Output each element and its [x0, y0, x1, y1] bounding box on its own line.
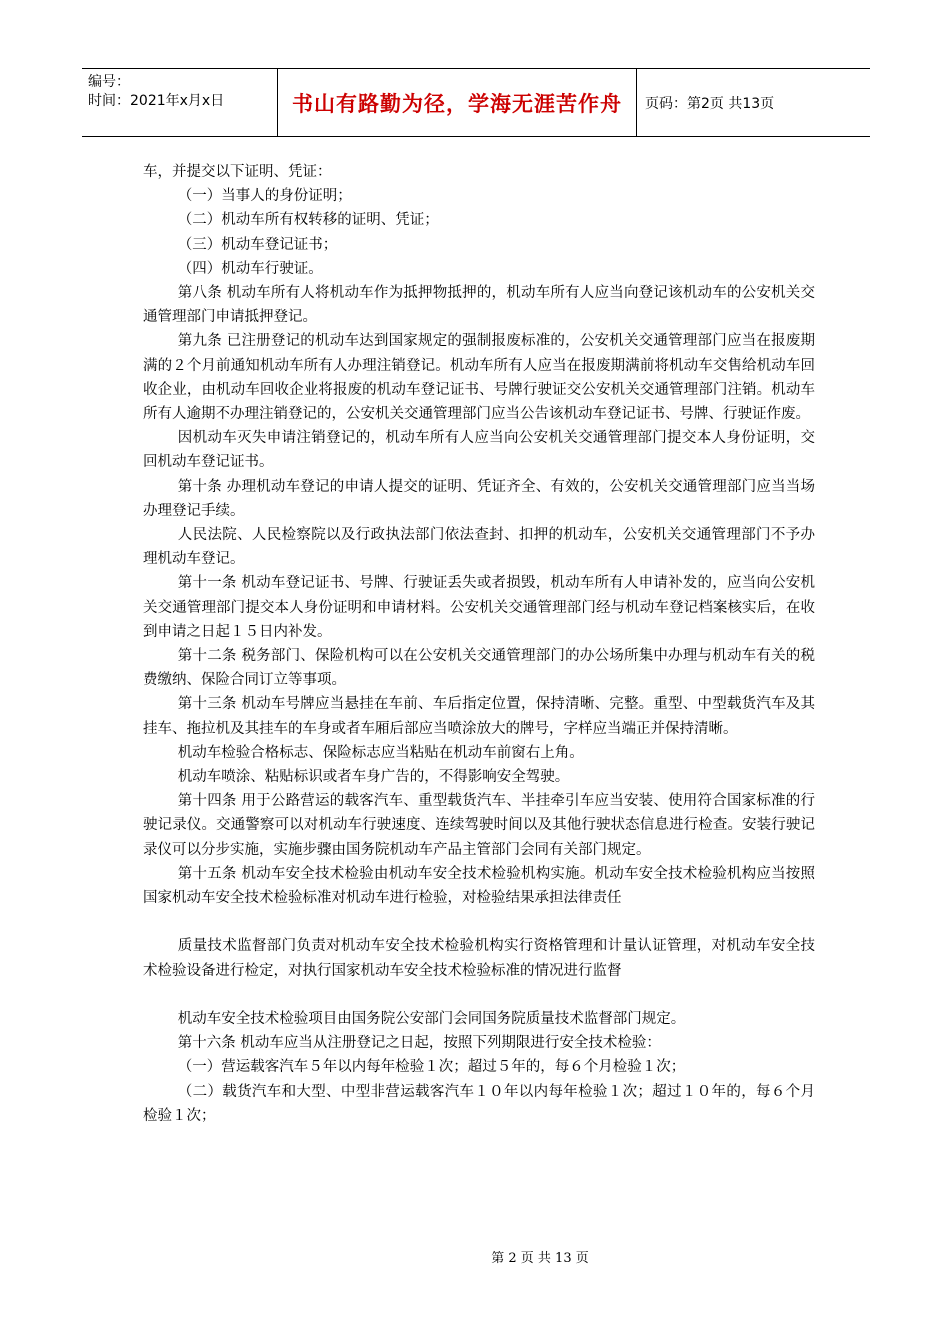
paragraph: 第八条 机动车所有人将机动车作为抵押物抵押的，机动车所有人应当向登记该机动车的公安机关交通管理部门申请抵押登记。 [143, 285, 815, 326]
blank-line [143, 983, 815, 1007]
paragraph: （二）载货汽车和大型、中型非营运载客汽车１０年以内每年检验１次；超过１０年的，每６个月检验１次； [143, 1083, 815, 1124]
paragraph: 第九条 已注册登记的机动车达到国家规定的强制报废标准的，公安机关交通管理部门应当在报废期满的２个月前通知机动车所有人办理注销登记。机动车所有人应当在报废期满前将机动车交售给机动车回收企业，由机动车回收企业将报废的机动车登记证书、号牌行驶证交公安机关交通管理部门注销。机动车所有人逾期不办理注销登记的，公安机关交通管理部门应当公告该机动车登记证书、号牌、行驶证作废。 [143, 333, 815, 423]
header-page-indicator: 页码：第2页 共13页 [645, 95, 775, 112]
page-footer: 第 2 页 共 13 页 [491, 1251, 589, 1266]
header-meta [82, 69, 278, 136]
paragraph: （一）当事人的身份证明； [177, 188, 352, 205]
paragraph: 因机动车灭失申请注销登记的，机动车所有人应当向公安机关交通管理部门提交本人身份证明，交回机动车登记证书。 [143, 430, 815, 471]
paragraph: 第十条 办理机动车登记的申请人提交的证明、凭证齐全、有效的，公安机关交通管理部门应当当场办理登记手续。 [143, 478, 815, 519]
paragraph: 质量技术监督部门负责对机动车安全技术检验机构实行资格管理和计量认证管理，对机动车安全技术检验设备进行检定，对执行国家机动车安全技术检验标准的情况进行监督 [143, 938, 815, 979]
paragraph: （四）机动车行驶证。 [177, 260, 323, 277]
document-number-label: 编号： [88, 74, 130, 90]
paragraph: 第十五条 机动车安全技术检验由机动车安全技术检验机构实施。机动车安全技术检验机构应当按照国家机动车安全技术检验标准对机动车进行检验，对检验结果承担法律责任 [143, 865, 815, 907]
paragraph: 车，并提交以下证明、凭证： [143, 164, 332, 180]
paragraph: 机动车检验合格标志、保险标志应当粘贴在机动车前窗右上角。 [177, 744, 584, 761]
paragraph: 第十四条 用于公路营运的载客汽车、重型载货汽车、半挂牵引车应当安装、使用符合国家标准的行驶记录仪。交通警察可以对机动车行驶速度、连续驾驶时间以及其他行驶状态信息进行检查。安装行驶记录仪可以分步实施，实施步骤由国务院机动车产品主管部门会同有关部门规定。 [143, 793, 815, 858]
document-date-label: 时间：2021年x月x日 [88, 93, 225, 109]
paragraph: 人民法院、人民检察院以及行政执法部门依法查封、扣押的机动车，公安机关交通管理部门不予办理机动车登记。 [143, 527, 815, 568]
paragraph: 第十一条 机动车登记证书、号牌、行驶证丢失或者损毁，机动车所有人申请补发的，应当向公安机关交通管理部门提交本人身份证明和申请材料。公安机关交通管理部门经与机动车登记档案核实后，在收到申请之日起１５日内补发。 [143, 575, 815, 640]
page-header [82, 68, 870, 137]
document-body [143, 160, 815, 1128]
paragraph: （三）机动车登记证书； [177, 236, 338, 253]
header-slogan: 书山有路勤为径，学海无涯苦作舟 [278, 69, 637, 136]
paragraph: （二）机动车所有权转移的证明、凭证； [177, 212, 439, 229]
paragraph: 机动车喷涂、粘贴标识或者车身广告的，不得影响安全驾驶。 [177, 769, 570, 786]
paragraph: 第十三条 机动车号牌应当悬挂在车前、车后指定位置，保持清晰、完整。重型、中型载货汽车及其挂车、拖拉机及其挂车的车身或者车厢后部应当喷涂放大的牌号，字样应当端正并保持清晰。 [143, 696, 815, 737]
paragraph: 第十六条 机动车应当从注册登记之日起，按照下列期限进行安全技术检验： [177, 1035, 661, 1052]
paragraph: 机动车安全技术检验项目由国务院公安部门会同国务院质量技术监督部门规定。 [177, 1011, 686, 1028]
paragraph: 第十二条 税务部门、保险机构可以在公安机关交通管理部门的办公场所集中办理与机动车有关的税费缴纳、保险合同订立等事项。 [143, 648, 815, 689]
paragraph: （一）营运载客汽车５年以内每年检验１次；超过５年的，每６个月检验１次； [177, 1059, 686, 1076]
blank-line [143, 910, 815, 934]
